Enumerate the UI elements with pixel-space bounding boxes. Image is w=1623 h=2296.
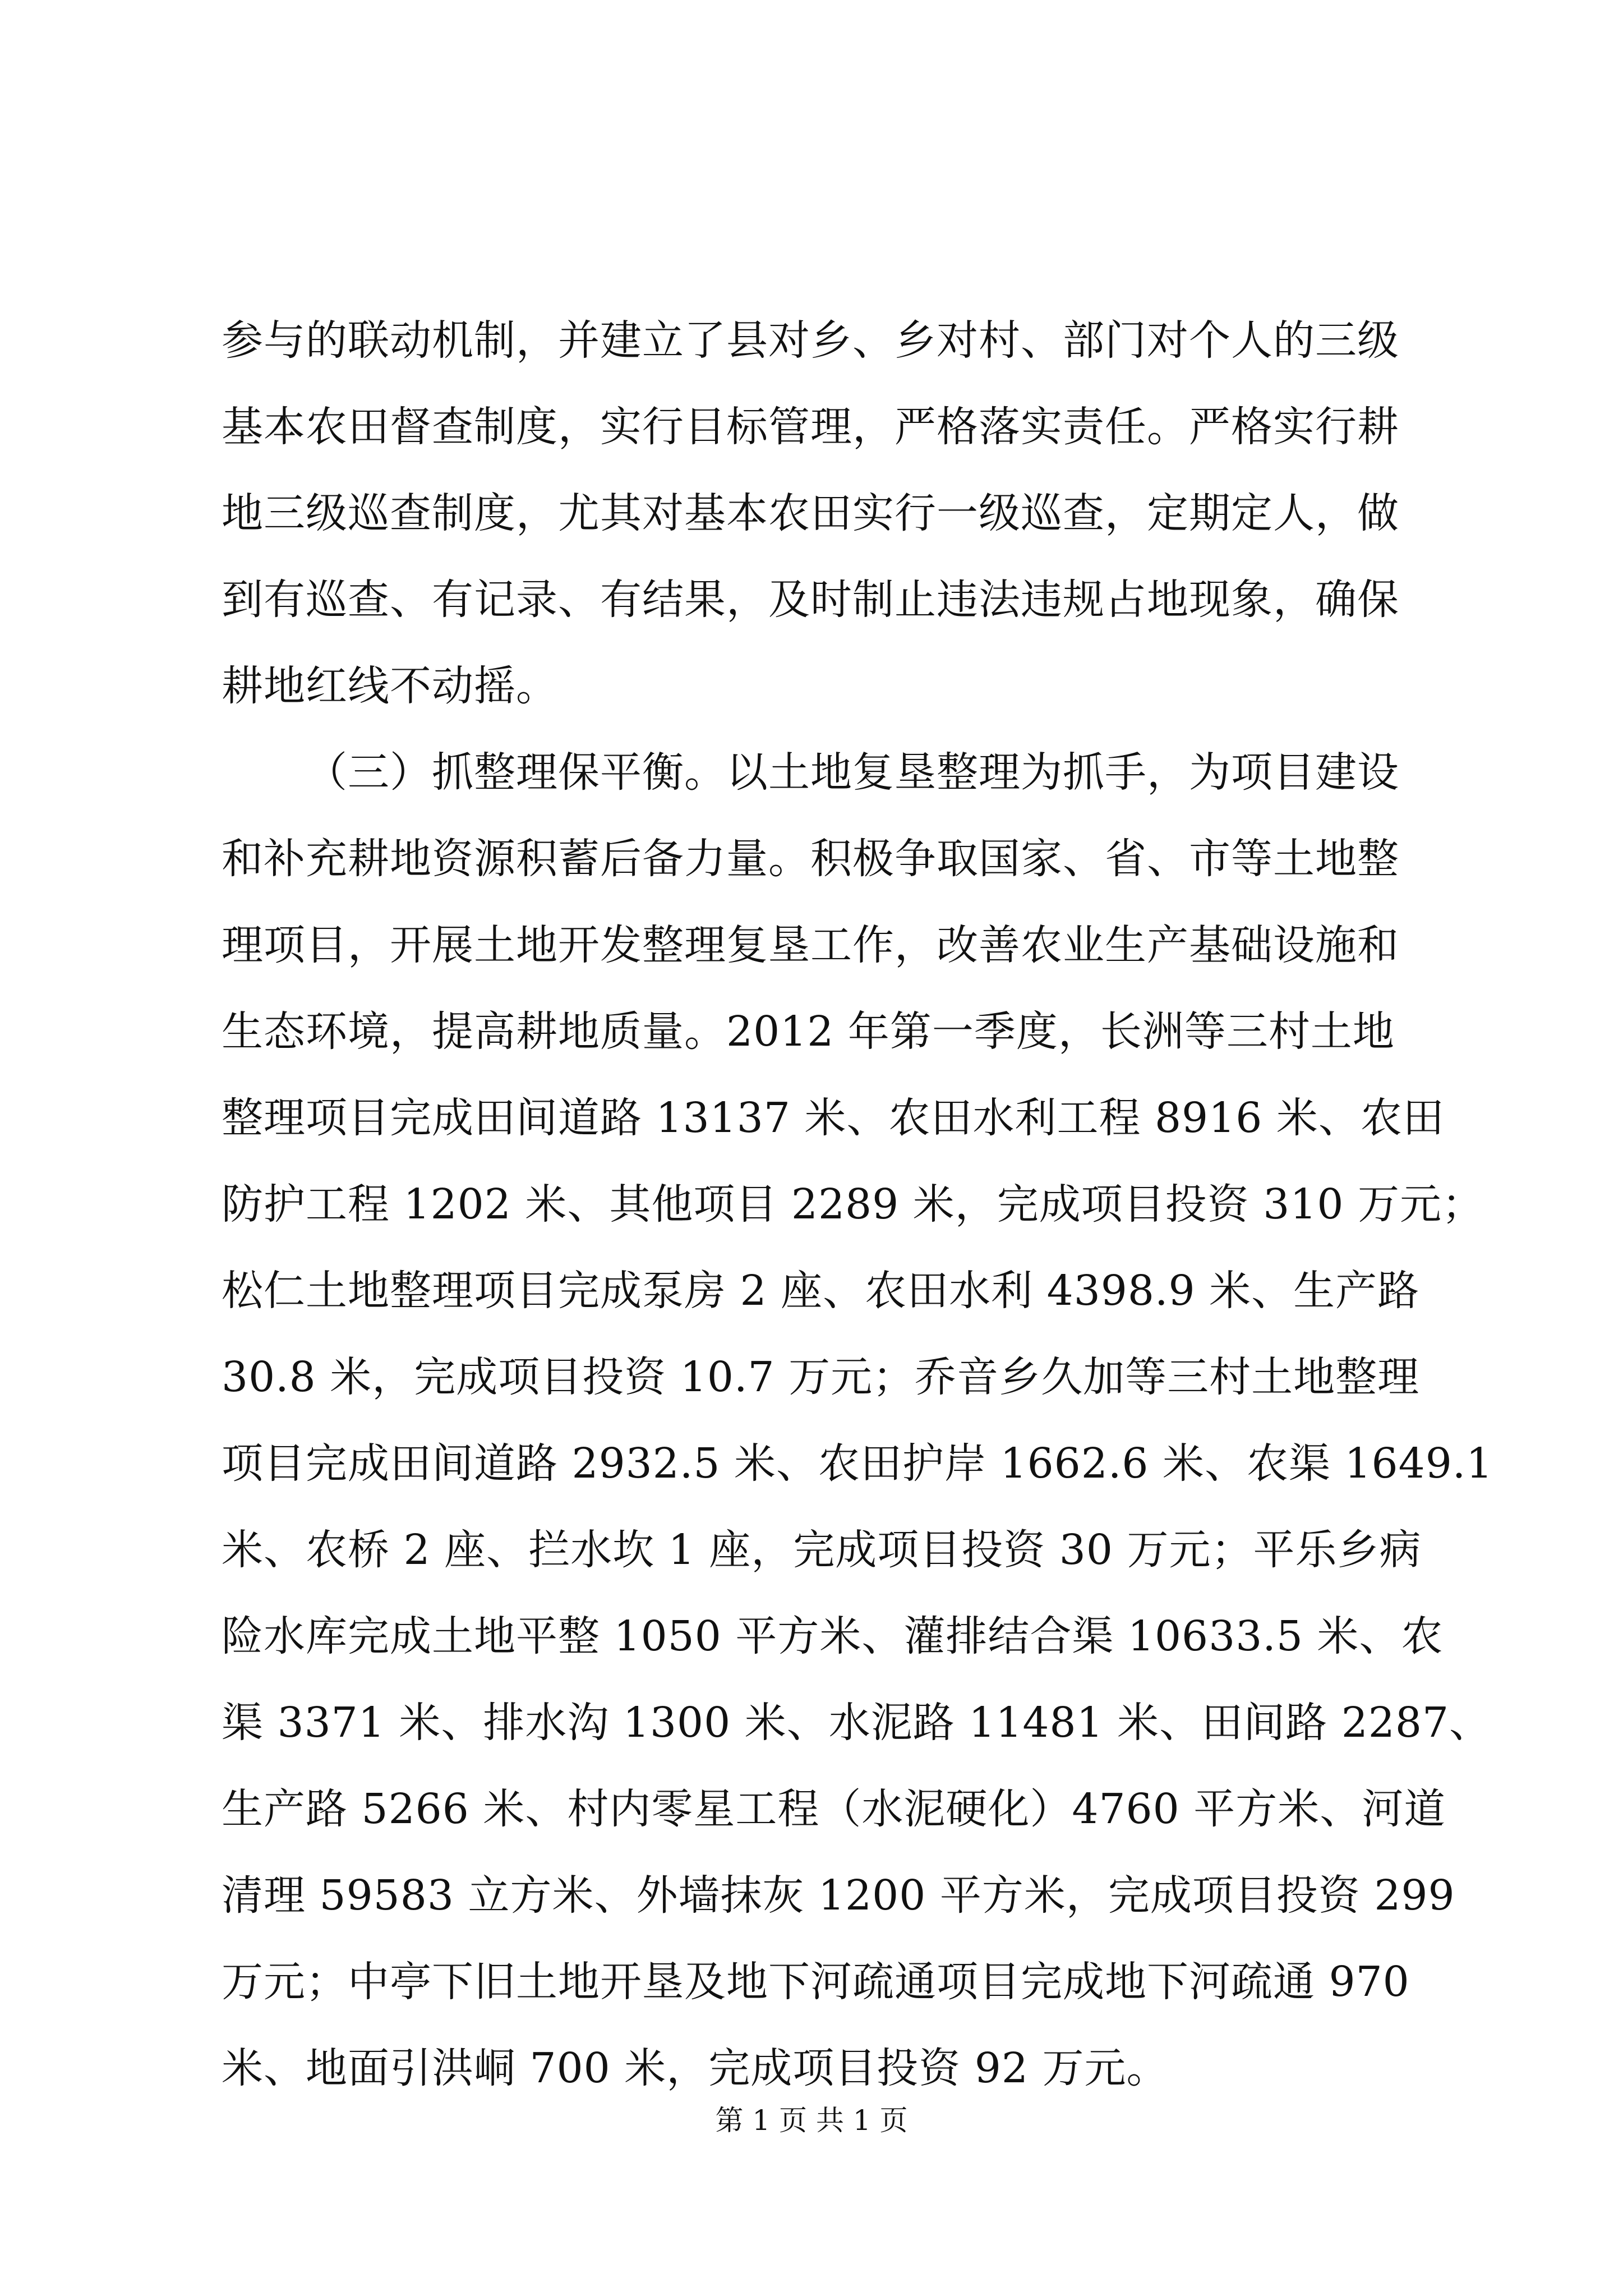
paragraph-line: 防护工程 1202 米、其他项目 2289 米，完成项目投资 310 万元； (222, 1180, 1484, 1228)
paragraph-line: （三）抓整理保平衡。以土地复垦整理为抓手，为项目建设 (306, 748, 1399, 797)
document-body (222, 297, 1493, 2111)
paragraph-line: 理项目，开展土地开发整理复垦工作，改善农业生产基础设施和 (222, 921, 1399, 969)
page-footer (0, 2101, 1623, 2140)
paragraph-line: 生态环境，提高耕地质量。2012 年第一季度，长洲等三村土地 (222, 1007, 1395, 1056)
paragraph-line: 米、地面引洪峒 700 米，完成项目投资 92 万元。 (222, 2044, 1169, 2092)
paragraph-line: 险水库完成土地平整 1050 平方米、灌排结合渠 10633.5 米、农 (222, 1612, 1444, 1660)
paragraph-line: 30.8 米，完成项目投资 10.7 万元；乔音乡久加等三村土地整理 (222, 1353, 1420, 1401)
paragraph-line: 耕地红线不动摇。 (222, 662, 558, 710)
paragraph-line: 生产路 5266 米、村内零星工程（水泥硬化）4760 平方米、河道 (222, 1785, 1446, 1833)
paragraph-line: 清理 59583 立方米、外墙抹灰 1200 平方米，完成项目投资 299 (222, 1871, 1455, 1920)
page-number-label: 第 1 页 共 1 页 (715, 2104, 908, 2137)
paragraph-line: 基本农田督查制度，实行目标管理，严格落实责任。严格实行耕 (222, 403, 1399, 451)
paragraph-line: 和补充耕地资源积蓄后备力量。积极争取国家、省、市等土地整 (222, 835, 1399, 883)
paragraph-line: 万元；中亭下旧土地开垦及地下河疏通项目完成地下河疏通 970 (222, 1958, 1410, 2006)
paragraph-line: 米、农桥 2 座、拦水坎 1 座，完成项目投资 30 万元；平乐乡病 (222, 1526, 1422, 1574)
paragraph-line: 地三级巡查制度，尤其对基本农田实行一级巡查，定期定人，做 (222, 489, 1399, 537)
paragraph-line: 项目完成田间道路 2932.5 米、农田护岸 1662.6 米、农渠 1649.1 (222, 1439, 1493, 1488)
paragraph-line: 参与的联动机制，并建立了县对乡、乡对村、部门对个人的三级 (222, 316, 1399, 365)
paragraph-line: 到有巡查、有记录、有结果，及时制止违法违规占地现象，确保 (222, 576, 1399, 624)
paragraph-line: 渠 3371 米、排水沟 1300 米、水泥路 11481 米、田间路 2287、 (222, 1699, 1492, 1747)
paragraph-line: 松仁土地整理项目完成泵房 2 座、农田水利 4398.9 米、生产路 (222, 1267, 1420, 1315)
paragraph-line: 整理项目完成田间道路 13137 米、农田水利工程 8916 米、农田 (222, 1094, 1445, 1142)
